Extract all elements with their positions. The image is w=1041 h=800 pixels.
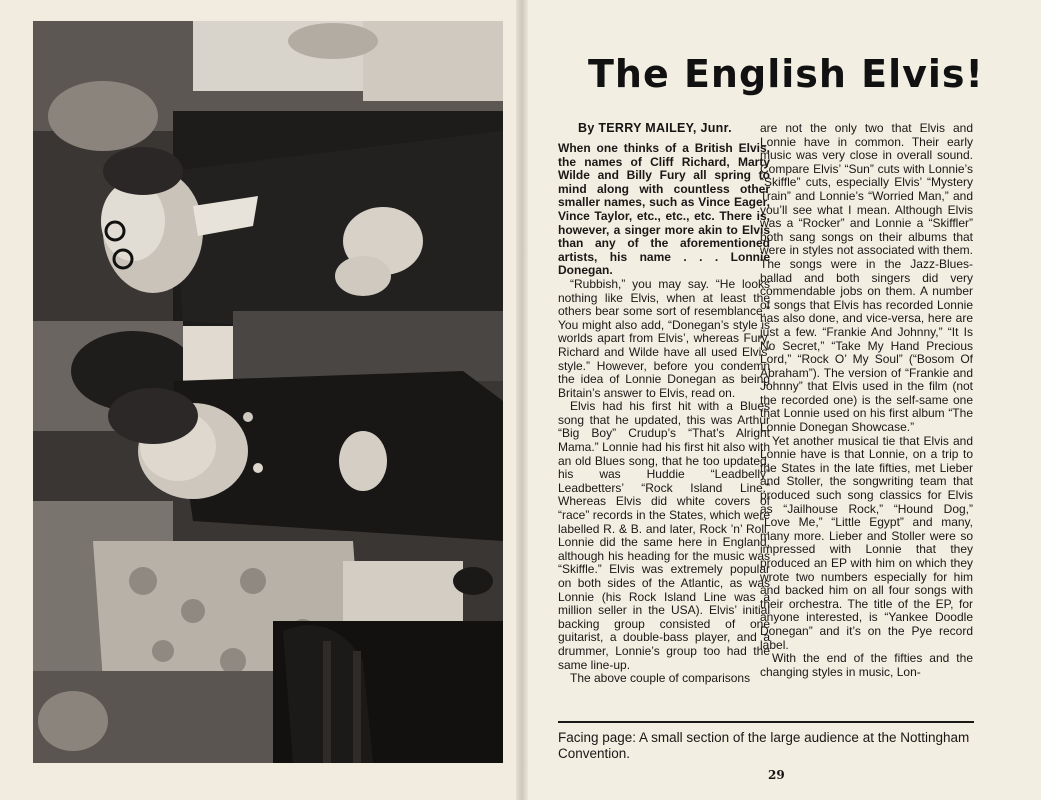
- article-column-1: [558, 142, 770, 686]
- lead-paragraph: When one thinks of a British Elvis, the names of Cliff Richard, Marty Wilde and Billy Fury all spring to mind along with countless other smaller names, such as Vince Eager, Vince Taylor, etc., etc., etc. There is, however, a singer more akin to Elvis than any of the aforementioned artists, his name . . . Lonnie Donegan.: [558, 141, 770, 278]
- body-paragraph: With the end of the fifties and the changing styles in music, Lon-: [760, 651, 973, 679]
- caption-rule: [558, 721, 974, 723]
- page-gutter: [516, 0, 528, 800]
- article-title: The English Elvis!: [588, 52, 984, 96]
- body-paragraph: “Rubbish,” you may say. “He looks nothing like Elvis, when at least the others bear some sort of resemblance.” You might also add, “Donegan’s style is worlds apart from Elvis’, whereas Fury, Richard and Wilde have all used Elvis’ style.” However, before you condemn the idea of Lonnie Donegan as being Britain’s answer to Elvis, read on.: [558, 276, 770, 400]
- article-column-2: [760, 122, 973, 679]
- body-paragraph: are not the only two that Elvis and Lonnie have in common. Their early music was very close in overall sound. Compare Elvis’ “Sun” cuts with Lonnie’s “Skiffle” cuts, especially Elvis’ “Mystery Train” and Lonnie’s “Worried Man,” and you’ll see what I mean. Although Elvis was a “Rocker” and Lonnie a “Skiffler” both sang songs on their albums that were in styles not associated with them. The songs were in the Jazz-Blues-ballad and both singers did very commendable jobs on them. A number of songs that Elvis has recorded Lonnie has also done, and vice-versa, here are just a few. “Frankie And Johnny,” “It Is No Secret,” “Take My Hand Precious Lord,” “Rock O’ My Soul” (“Bosom Of Abraham”). The version of “Frankie and Johnny” that Elvis used in the film (not the recorded one) is the self-same one that Lonnie used on his first album “The Lonnie Donegan Showcase.”: [760, 121, 973, 435]
- body-paragraph: Yet another musical tie that Elvis and Lonnie have is that Lonnie, on a trip to the States in the late fifties, met Lieber and Stoller, the songwriting team that produced such song classics for Elvis as “Jailhouse Rock,” “Hound Dog,” “Love Me,” “Little Egypt” and many, many more. Lieber and Stoller were so impressed with Lonnie that they produced an EP with him on which they wrote two numbers especially for him and backed him on all four songs with their orchestra. The title of the EP, for anyone interested, is “Yankee Doodle Donegan” and it’s on the Pye record label.: [760, 433, 973, 652]
- page-number: 29: [768, 768, 785, 782]
- body-paragraph: The above couple of comparisons: [570, 671, 751, 686]
- photo-caption: Facing page: A small section of the large audience at the Nottingham Convention.: [558, 730, 970, 761]
- audience-photo: [33, 21, 503, 763]
- article-byline: By TERRY MAILEY, Junr.: [578, 121, 732, 135]
- body-paragraph: Elvis had his first hit with a Blues song that he updated, this was Arthur “Big Boy” Crudup’s “That’s Alright Mama.” Lonnie had his first hit also with an old Blues song, that he too updated, his was Huddie “Leadbelly” Leadbetters’ “Rock Island Line.” Whereas Elvis did white covers of “race” records in the States, which were labelled R. & B. and later, Rock ’n’ Roll, Lonnie did the same here in England, although his heading for the music was “Skiffle.” Elvis was extremely popular on both sides of the Atlantic, as was Lonnie (his Rock Island Line was a million seller in the USA). Elvis’ initial backing group consisted of one guitarist, a double-bass player, and a drummer, Lonnie’s group too had the same line-up.: [558, 399, 770, 672]
- photo-image: [33, 21, 503, 763]
